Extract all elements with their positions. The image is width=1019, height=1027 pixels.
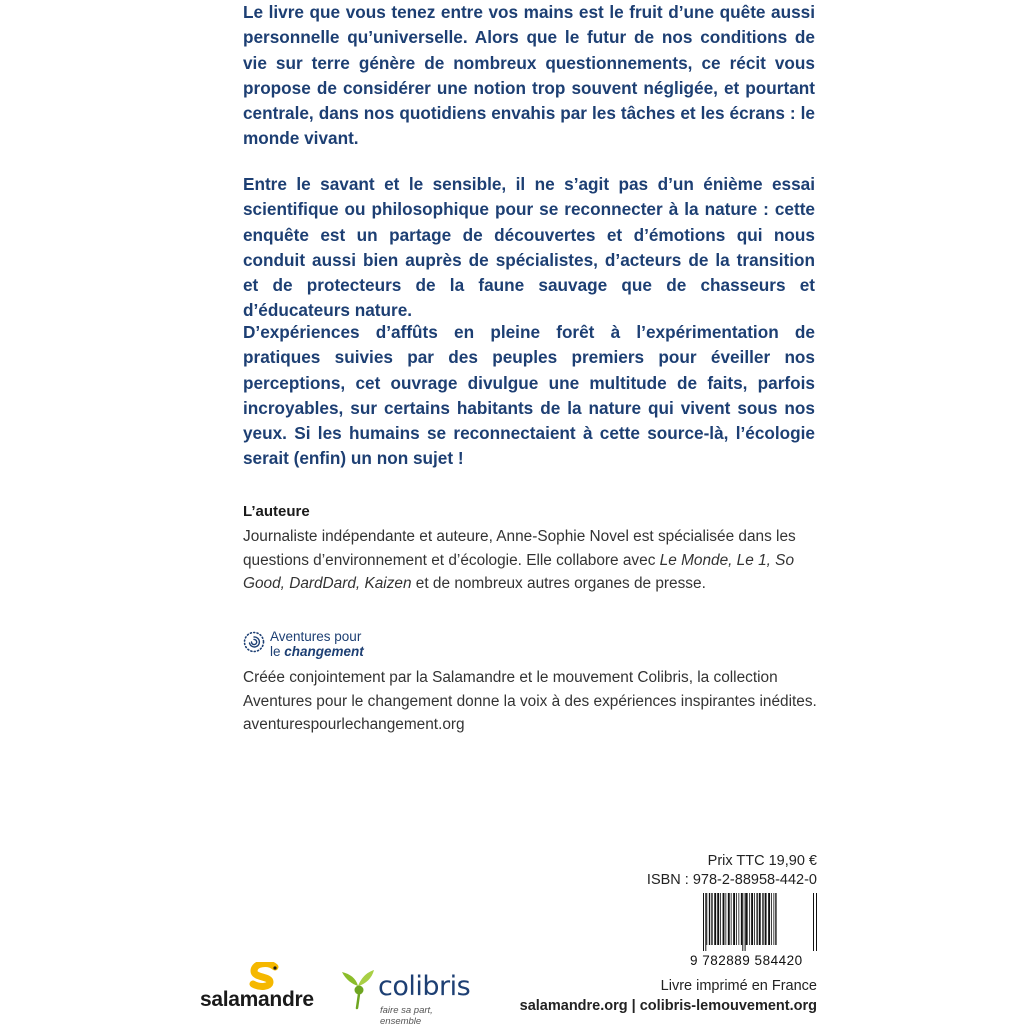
collection-name-le: le: [270, 643, 285, 659]
salamandre-wordmark: salamandre: [200, 988, 314, 1011]
barcode-bar: [731, 893, 732, 945]
barcode-bar: [751, 893, 753, 945]
barcode-bar: [813, 893, 814, 951]
price-block: [647, 852, 817, 890]
barcode-bar: [759, 893, 761, 945]
collection-name-line2: [270, 645, 430, 660]
collection-name-line1: Aventures pour: [270, 629, 362, 644]
salamandre-logo: [200, 962, 330, 1012]
isbn: ISBN : 978-2-88958-442-0: [646, 872, 817, 888]
barcode-bar: [736, 893, 737, 945]
barcode-bar: [709, 893, 710, 945]
colibris-logo: [338, 964, 471, 1027]
colibris-wordmark: colibris: [378, 971, 471, 1002]
colibris-tagline: faire sa part, ensemble: [380, 1005, 433, 1027]
author-bio: [243, 525, 817, 596]
imprint-block: [520, 976, 817, 1016]
author-press-titles: Le Monde, Le 1, So Good, DardDard, Kaizen: [243, 551, 795, 592]
barcode-bar: [768, 893, 770, 945]
barcode-bar: [717, 893, 719, 945]
barcode-bar: [742, 893, 743, 951]
collection-description: Créée conjointement par la Salamandre et le mouvement Colibris, la collection Aventures pour le changement donne la voix à des expériences inspirantes inédites. aventurespourlechangement.org: [243, 669, 817, 733]
author-bio-end: et de nombreux autres organes de presse.: [411, 575, 706, 592]
barcode-bar: [771, 893, 772, 945]
author-bio-text: Journaliste indépendante et auteure, Anne-Sophie Novel est spécialisée dans les questions d’environnement et d’écologie. Elle collabore avec: [243, 528, 796, 569]
barcode-bar: [733, 893, 735, 945]
barcode-bar: [738, 893, 739, 945]
barcode-bar: [746, 893, 748, 945]
barcode-bar: [714, 893, 716, 945]
price: Prix TTC 19,90 €: [707, 853, 817, 869]
barcode-bar: [749, 893, 750, 945]
blurb-paragraph-1: Le livre que vous tenez entre vos mains est le fruit d’une quête aussi personnelle qu’universelle. Alors que le futur de nos conditions de vie sur terre génère de nombreux questionnements, ce récit vous propose de considérer une notion trop souvent négligée, et pourtant centrale, dans nos quotidiens envahis par les tâches et les écrans : le monde vivant.: [243, 2, 815, 149]
barcode-bar: [725, 893, 726, 945]
barcode-bar: [762, 893, 763, 945]
collection-name-changement: changement: [284, 643, 364, 659]
barcode-bar: [703, 893, 704, 951]
barcode-bar: [723, 893, 725, 945]
barcode-bar: [773, 893, 774, 945]
spiral-dots-icon: [243, 631, 265, 653]
blurb-paragraph-2: Entre le savant et le sensible, il ne s’agit pas d’un énième essai scientifique ou philosophique pour se reconnecter à la nature : cette enquête est un partage de découvertes et d’émotions qui nous conduit aussi bien auprès de spécialistes, d’acteurs de la transition et de protecteurs de la faune sauvage que de chasseurs et d’éducateurs nature.: [243, 174, 815, 321]
barcode-bar: [711, 893, 712, 945]
barcode-bar: [775, 893, 776, 945]
blurb-paragraph-3: D’expériences d’affûts en pleine forêt à l’expérimentation de pratiques suivies par des peuples premiers pour éveiller nos perceptions, cet ouvrage divulgue une multitude de faits, parfois incroyables, sur certains habitants de la nature qui vivent sous nos yeux. Si les humains se reconnectaient à cette source-là, l’écologie serait (enfin) un non sujet !: [243, 322, 815, 469]
barcode-bar: [754, 893, 755, 945]
barcode-bar: [765, 893, 767, 945]
barcode-bar: [741, 893, 742, 945]
barcode-bar: [706, 893, 707, 945]
collection-name: [270, 630, 430, 659]
hummingbird-icon: [338, 966, 378, 1010]
barcode-bar: [720, 893, 721, 945]
barcode-bar: [745, 893, 746, 951]
publisher-links: salamandre.org | colibris-lemouvement.org: [519, 998, 817, 1014]
barcode-bar: [728, 893, 730, 945]
barcode-bar: [816, 893, 817, 951]
barcode-number: 9 782889 584420: [690, 953, 803, 968]
barcode-bar: [705, 893, 706, 951]
author-heading: L’auteure: [243, 503, 310, 520]
printed-in-france: Livre imprimé en France: [660, 978, 817, 994]
barcode-bar: [756, 893, 757, 945]
isbn-barcode: [702, 893, 818, 951]
